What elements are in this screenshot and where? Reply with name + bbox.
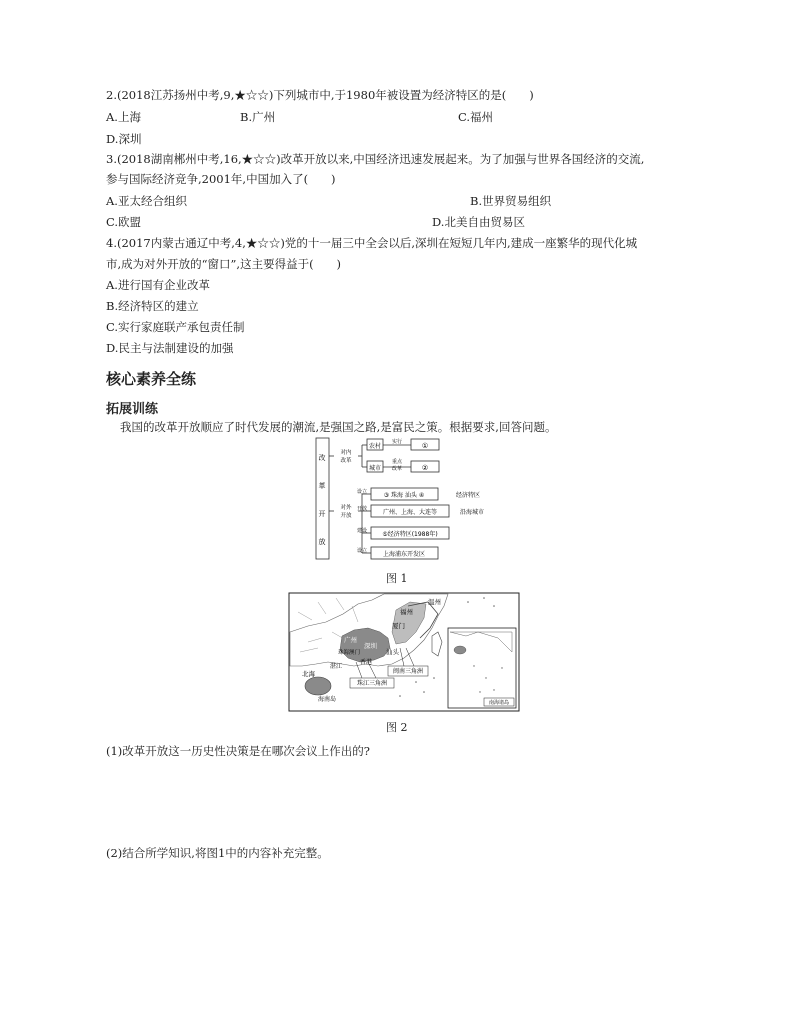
root-char-2: 革 xyxy=(318,482,326,490)
subsection-title: 拓展训练 xyxy=(106,402,159,417)
figure-1-caption: 图 1 xyxy=(386,572,408,585)
zones-row: ③ 珠海 汕头 ④ xyxy=(383,492,425,499)
build-label: 建设 xyxy=(356,528,368,534)
branch-open-l1: 对外 xyxy=(340,505,352,511)
inset-label: 南海诸岛 xyxy=(488,700,510,706)
open-action: 开放 xyxy=(356,506,368,512)
wenzhou-label: 温州 xyxy=(428,598,441,606)
q2-option-c: C.福州 xyxy=(458,110,494,124)
rural-label: 农村 xyxy=(368,443,382,450)
hainan-island xyxy=(305,677,331,695)
city-label: 城市 xyxy=(368,465,382,472)
q3-stem-line2: 参与国际经济竞争,2001年,中国加入了( ) xyxy=(106,172,336,186)
pudong-label: 上海浦东开发区 xyxy=(382,551,426,558)
q2-option-a: A.上海 xyxy=(106,110,141,124)
zhuhai-aomen-label: 珠海澳门 xyxy=(338,650,361,656)
guangzhou-label: 广州 xyxy=(344,636,357,644)
city-action-l2: 改革 xyxy=(391,466,403,472)
q4-option-b: B.经济特区的建立 xyxy=(106,299,199,313)
branch-reform-l1: 对内 xyxy=(340,450,352,456)
branch-reform-l2: 改革 xyxy=(340,458,352,464)
minnan-label: 闽南三角洲 xyxy=(392,668,424,675)
shantou-label: 汕头 xyxy=(386,648,399,656)
shenzhen-label: 深圳 xyxy=(364,642,377,650)
xiamen-label: 厦门 xyxy=(392,622,405,630)
branch-open-l2: 开放 xyxy=(340,513,352,519)
establish-label: 设立 xyxy=(356,489,368,495)
city-action-l1: 重点 xyxy=(391,459,403,465)
intro-text: 我国的改革开放顺应了时代发展的潮流,是强国之路,是富民之策。根据要求,回答问题。 xyxy=(120,420,557,434)
q4-stem-line1: 4.(2017内蒙古通辽中考,4,★☆☆)党的十一届三中全会以后,深圳在短短几年内,建成一座繁华的现代化城 xyxy=(106,236,638,250)
fuzhou-label: 福州 xyxy=(400,608,413,616)
hainan-label: 海南岛 xyxy=(318,696,337,703)
root-char-1: 改 xyxy=(318,454,326,462)
figure-2-caption: 图 2 xyxy=(386,721,408,734)
blank-1: ① xyxy=(421,442,429,450)
xianggang-label: 香港 xyxy=(360,659,373,666)
establish2-label: 设立 xyxy=(356,548,368,554)
q4-option-d: D.民主与法制建设的加强 xyxy=(106,341,234,355)
zhanjiang-label: 湛江 xyxy=(330,663,343,670)
q2-option-b: B.广州 xyxy=(240,110,276,124)
sub-question-2: (2)结合所学知识,将图1中的内容补充完整。 xyxy=(106,846,329,860)
q3-option-a: A.亚太经合组织 xyxy=(106,194,187,208)
rural-action: 实行 xyxy=(391,439,403,445)
q4-stem-line2: 市,成为对外开放的“窗口”,这主要得益于( ) xyxy=(106,257,342,271)
root-char-4: 放 xyxy=(318,538,326,546)
figure-2-map xyxy=(288,592,520,712)
q3-option-b: B.世界贸易组织 xyxy=(470,194,552,208)
q3-option-c: C.欧盟 xyxy=(106,215,142,229)
figure-1-diagram xyxy=(314,436,514,564)
q4-option-c: C.实行家庭联产承包责任制 xyxy=(106,320,245,334)
zones-label: 经济特区 xyxy=(455,492,481,499)
blank-5: ⑤经济特区(1988年) xyxy=(382,531,438,538)
sub-question-1: (1)改革开放这一历史性决策是在哪次会议上作出的? xyxy=(106,744,370,758)
root-char-3: 开 xyxy=(318,510,326,518)
coastal-cities: 广州、上海、大连等 xyxy=(382,509,438,516)
q4-option-a: A.进行国有企业改革 xyxy=(106,278,210,292)
q3-option-d: D.北美自由贸易区 xyxy=(432,215,525,229)
section-title: 核心素养全练 xyxy=(106,370,197,388)
q2-option-d: D.深圳 xyxy=(106,132,142,146)
zhujiang-label: 珠江三角洲 xyxy=(356,680,388,687)
beihai-label: 北海 xyxy=(302,670,315,678)
q3-stem-line1: 3.(2018湖南郴州中考,16,★☆☆)改革开放以来,中国经济迅速发展起来。为了加强与世界各国经济的交流, xyxy=(106,152,645,166)
blank-2: ② xyxy=(421,464,429,472)
coastal-label: 沿海城市 xyxy=(459,509,485,516)
q2-stem: 2.(2018江苏扬州中考,9,★☆☆)下列城市中,于1980年被设置为经济特区的是( ) xyxy=(106,88,534,102)
